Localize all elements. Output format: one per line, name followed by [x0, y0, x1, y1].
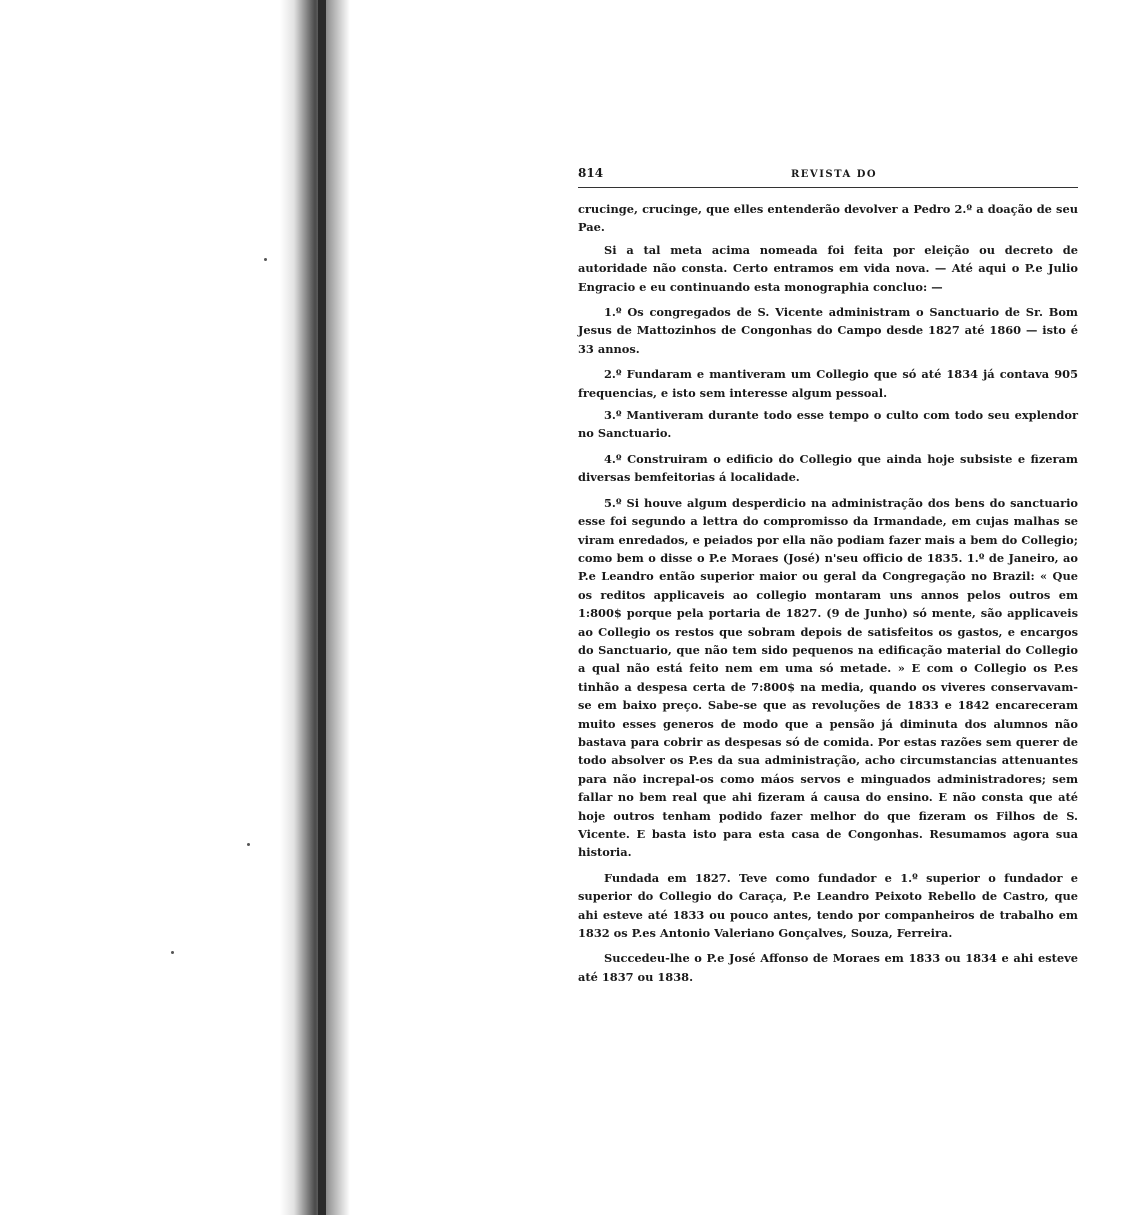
paragraph: 3.º Mantiveram durante todo esse tempo o culto com todo seu explendor no Sanctuario. [578, 408, 1078, 441]
gutter-shadow [318, 0, 326, 1215]
book-page [578, 160, 1078, 990]
scan-speck [171, 951, 174, 954]
header-rule [578, 187, 1078, 188]
running-head: REVISTA DO [791, 169, 878, 180]
page-header [578, 160, 1078, 182]
book-gutter [280, 0, 350, 1215]
paragraph: crucinge, crucinge, que elles entenderão devolver a Pedro 2.º a doação de seu Pae. [578, 202, 1078, 235]
page-number: 814 [578, 166, 604, 180]
scan-speck [264, 258, 267, 261]
page-body [578, 200, 1078, 986]
paragraph: 4.º Construiram o edificio do Collegio que ainda hoje subsiste e fizeram diversas bemfeitorias á localidade. [578, 451, 1078, 485]
scan-speck [247, 843, 250, 846]
paragraph: 2.º Fundaram e mantiveram um Collegio que só até 1834 já contava 905 frequencias, e isto sem interesse algum pessoal. [578, 367, 1078, 400]
paragraph: Fundada em 1827. Teve como fundador e 1.º superior o fundador e superior do Collegio do Caraça, P.e Leandro Peixoto Rebello de Castro, que ahi esteve até 1833 ou pouco antes, tendo por companheiros de trabalho em 1832 os P.es Antonio Valeriano Gonçalves, Souza, Ferreira. [578, 870, 1078, 941]
paragraph: 5.º Si houve algum desperdicio na administração dos bens do sanctuario esse foi segundo a lettra do compromisso da Irmandade, em cujas malhas se viram enredados, e peiados por ella não podiam fazer mais a bem do Collegio; como bem o disse o P.e Moraes (José) n'seu officio de 1835. 1.º de Janeiro, ao P.e Leandro então superior maior ou geral da Congregação no Brazil: « Que os reditos applicaveis ao collegio montaram uns annos pelos outros em 1:800$ porque pela portaria de 1827. (9 de Junho) só mente, são applicaveis ao Collegio os restos que sobram depois de satisfeitos os gastos, e encargos do Sanctuario, que não tem sido pequenos na edificação material do Collegio a qual não está feito nem em uma só metade. » E com o Collegio os P.es tinhão a despesa certa de 7:800$ na media, quando os viveres conservavam-se em baixo preço. Sabe-se que as revoluções de 1833 e 1842 encareceram muito esses generos de modo que a pensão já diminuta dos alumnos não bastava para cobrir as despesas só de comida. Por estas razões sem querer de todo absolver os P.es da sua administração, acho circumstancias attenuantes para não increpal-os como máos servos e minguados administradores; sem fallar no bem real que ahi fizeram á causa do ensino. E não consta que até hoje outros tenham podido fazer melhor do que fizeram os Filhos de S. Vicente. E basta isto para esta casa de Congonhas. Resumamos agora sua historia. [578, 495, 1078, 860]
paragraph: 1.º Os congregados de S. Vicente administram o Sanctuario de Sr. Bom Jesus de Mattozinhos de Congonhas do Campo desde 1827 até 1860 — isto é 33 annos. [578, 305, 1078, 356]
paragraph: Si a tal meta acima nomeada foi feita por eleição ou decreto de autoridade não consta. Certo entramos em vida nova. — Até aqui o P.e Julio Engracio e eu continuando esta monographia concluo: — [578, 242, 1078, 294]
paragraph: Succedeu-lhe o P.e José Affonso de Moraes em 1833 ou 1834 e ahi esteve até 1837 ou 1838. [578, 951, 1078, 984]
